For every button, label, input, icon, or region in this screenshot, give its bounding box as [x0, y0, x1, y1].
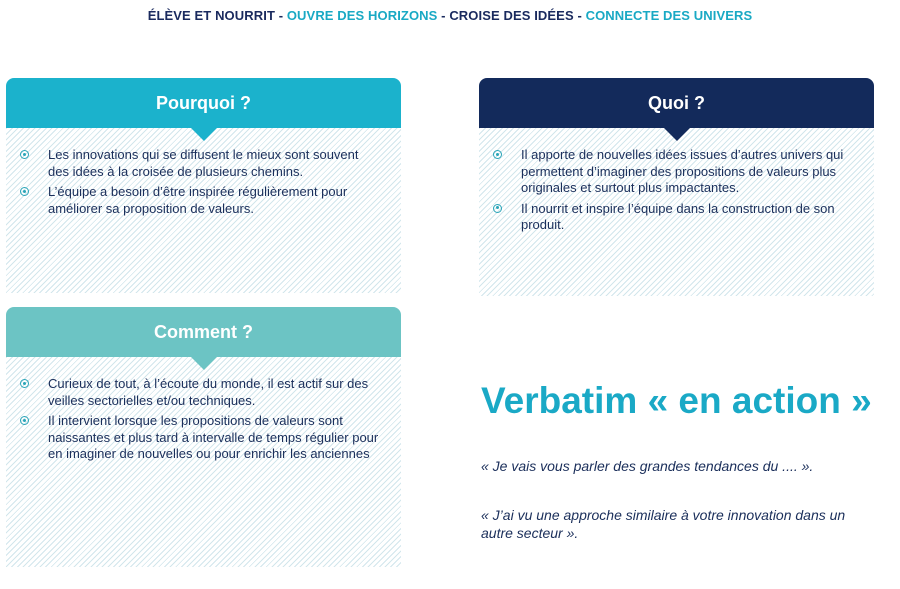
comment-header [6, 307, 401, 357]
bullet-icon [20, 416, 29, 425]
quoi-card [479, 78, 874, 296]
quoi-item-text: Il nourrit et inspire l’équipe dans la construction de son produit. [521, 200, 835, 232]
tagline-separator: - [437, 8, 450, 23]
tagline-part-1: ÉLÈVE ET NOURRIT [147, 8, 275, 23]
bullet-icon [20, 150, 29, 159]
tagline-part-4: CONNECTE DES UNIVERS [585, 8, 753, 23]
quoi-header [479, 78, 874, 128]
quoi-header-arrow [663, 127, 691, 141]
bullet-icon [20, 187, 29, 196]
tagline-separator: - [274, 8, 287, 23]
pourquoi-list [20, 147, 383, 217]
bullet-icon [493, 204, 502, 213]
quoi-list [493, 147, 856, 234]
quoi-item [493, 147, 856, 197]
pourquoi-card [6, 78, 401, 293]
pourquoi-item [20, 147, 383, 180]
pourquoi-header-arrow [190, 127, 218, 141]
comment-item-text: Curieux de tout, à l’écoute du monde, il est actif sur des veilles sectorielles et/ou techniques. [48, 376, 369, 408]
verbatim-quote: « J’ai vu une approche similaire à votre innovation dans un autre secteur ». [481, 507, 846, 541]
comment-item [20, 413, 383, 463]
bullet-icon [20, 379, 29, 388]
tagline [0, 8, 900, 23]
comment-title: Comment ? [154, 321, 253, 342]
comment-item-text: Il intervient lorsque les propositions de valeurs sont naissantes et plus tard à intervalle de temps régulier pour en imaginer de nouvelles ou pour enrichir les anciennes [48, 413, 379, 461]
tagline-part-3: CROISE DES IDÉES [449, 8, 574, 23]
bullet-icon [493, 150, 502, 159]
tagline-part-2: OUVRE DES HORIZONS [286, 8, 438, 23]
quoi-item [493, 201, 856, 234]
pourquoi-item-text: L’équipe a besoin d’être inspirée régulièrement pour améliorer sa proposition de valeurs. [48, 184, 348, 216]
pourquoi-item-text: Les innovations qui se diffusent le mieux sont souvent des idées à la croisée de plusieurs chemins. [48, 147, 359, 179]
pourquoi-header [6, 78, 401, 128]
quoi-body [479, 128, 874, 296]
quoi-item-text: Il apporte de nouvelles idées issues d’autres univers qui permettent d’imaginer des propositions de valeurs plus originales et surtout plus impactantes. [521, 147, 844, 195]
comment-body [6, 357, 401, 567]
verbatim-title: Verbatim « en action » [481, 380, 872, 421]
verbatim-quote: « Je vais vous parler des grandes tendances du .... ». [481, 458, 814, 474]
tagline-separator: - [573, 8, 586, 23]
pourquoi-title: Pourquoi ? [156, 92, 251, 113]
pourquoi-body [6, 128, 401, 293]
quoi-title: Quoi ? [648, 92, 705, 113]
comment-header-arrow [190, 356, 218, 370]
comment-item [20, 376, 383, 409]
pourquoi-item [20, 184, 383, 217]
comment-list [20, 376, 383, 463]
comment-card [6, 307, 401, 567]
